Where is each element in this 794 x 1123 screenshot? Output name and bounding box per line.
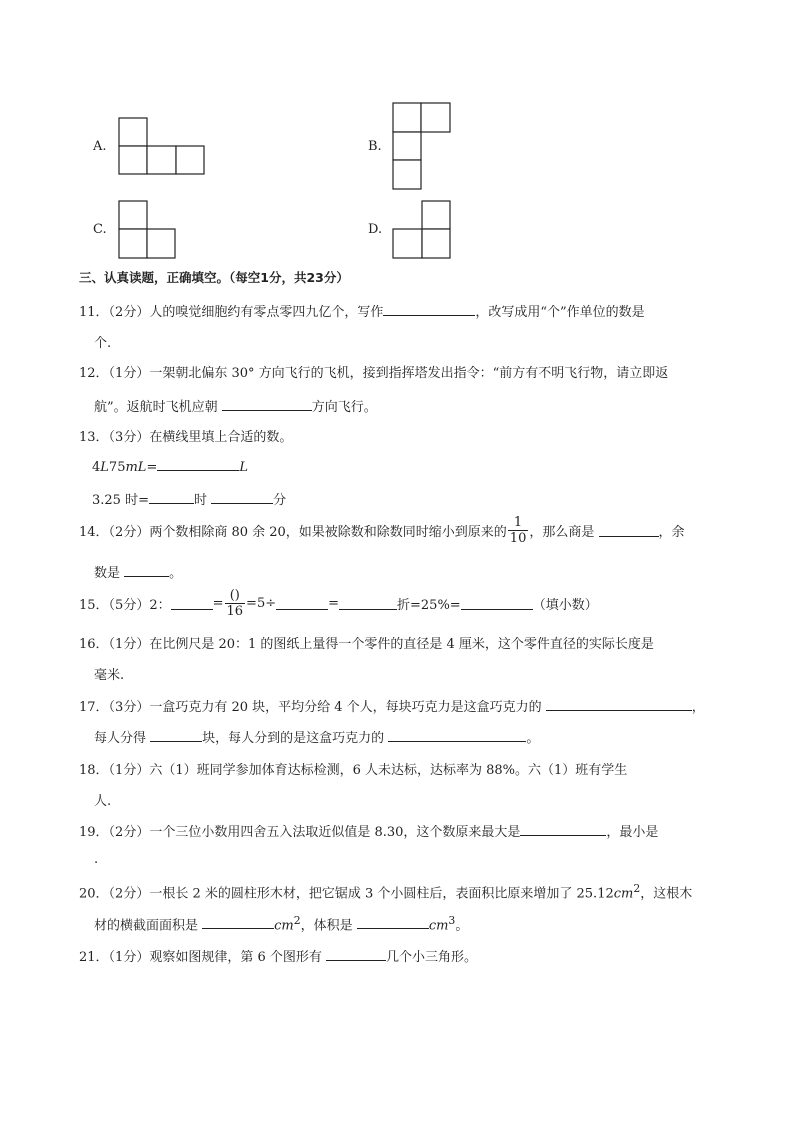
q17-lead: 17．（3分）一盒巧克力有 20 块，平均分给 4 个人，每块巧克力是这盒巧克力的 xyxy=(79,700,542,715)
q12-line2a: 航”。返航时飞机应朝 xyxy=(94,400,218,415)
q15-lead: 15．（5分）2： xyxy=(79,598,171,613)
q13-row2-minute: 分 xyxy=(273,493,287,508)
question-20-line1 xyxy=(79,882,692,901)
q15-frac-den: 16 xyxy=(226,604,244,619)
q15-eq1: = xyxy=(212,596,224,611)
question-17-line2 xyxy=(94,727,539,746)
q13-row2-hour: 时 xyxy=(193,493,207,508)
q21-blank[interactable] xyxy=(326,948,386,961)
q20-line2g: 。 xyxy=(455,918,469,934)
question-12-line1: 12．（1分）一架朝北偏东 30° 方向飞行的飞机，接到指挥塔发出指令：“前方有不明飞行物，请立即返 xyxy=(79,366,669,381)
q21-lead: 21．（1分）观察如图规律，第 6 个图形有 xyxy=(79,950,322,965)
q15-tail: （填小数） xyxy=(532,598,598,613)
q12-blank[interactable] xyxy=(222,398,312,411)
q14-frac-den: 10 xyxy=(509,531,527,546)
q20-line1a: 20．（2分）一根长 2 米的圆柱形木材，把它锯成 3 个小圆柱后，表面积比原来增加了 25.12 xyxy=(79,886,614,902)
option-d-label: D. xyxy=(368,222,383,237)
question-13-line1: 13．（3分）在横线里填上合适的数。 xyxy=(79,430,293,445)
q12-line2b: 方向飞行。 xyxy=(311,400,377,415)
q15-blank-2[interactable] xyxy=(276,597,328,610)
question-19-line1 xyxy=(79,821,658,840)
q14-lead: 14．（2分）两个数相除商 80 余 20，如果被除数和除数同时缩小到原来的 xyxy=(79,525,507,540)
q21-tail: 几个小三角形。 xyxy=(386,950,478,965)
q20-unit-cm2: cm xyxy=(274,918,294,934)
question-14-line1 xyxy=(79,515,685,546)
q19-lead: 19．（2分）一个三位小数用四舍五入法取近似值是 8.30，这个数原来最大是 xyxy=(79,825,521,840)
q14-tail: ，余 xyxy=(658,525,685,540)
q14-mid: ，那么商是 xyxy=(529,525,595,540)
q20-exp-3: 3 xyxy=(448,914,456,927)
q11-lead: 11．（2分）人的嗅觉细胞约有零点零四九亿个，写作 xyxy=(79,305,384,320)
q11-blank-1[interactable] xyxy=(383,303,475,316)
option-c-label: C. xyxy=(93,222,107,237)
option-b-figure xyxy=(392,102,452,190)
q20-unit-cm3: cm xyxy=(428,918,449,934)
q14-line2b: 。 xyxy=(169,566,183,581)
question-20-line2 xyxy=(94,914,468,933)
question-18-line2: 人. xyxy=(94,794,112,809)
q14-frac-num: 1 xyxy=(508,515,529,531)
q15-eq2: = xyxy=(328,596,340,611)
q13-row1 xyxy=(92,458,248,475)
option-d-figure xyxy=(392,200,452,260)
q11-line2: 个. xyxy=(94,336,112,351)
q13-blank-1[interactable] xyxy=(157,458,239,471)
option-a-figure xyxy=(118,117,206,175)
q13-row2 xyxy=(92,489,286,508)
q13-row1-number: 4 xyxy=(92,460,101,475)
q15-blank-4[interactable] xyxy=(461,597,533,610)
question-15 xyxy=(79,588,598,619)
q19-blank-1[interactable] xyxy=(520,823,606,836)
q20-line2d: ，体积是 xyxy=(300,918,353,934)
q17-line2b: 块，每人分到的是这盒巧克力的 xyxy=(202,731,385,746)
q13-row2-lead: 3.25 时= xyxy=(92,493,149,508)
q20-blank-1[interactable] xyxy=(202,916,274,929)
q14-fraction xyxy=(508,515,529,546)
q15-part2: =5÷ xyxy=(246,596,277,611)
question-12-line2 xyxy=(94,396,377,415)
option-a-label: A. xyxy=(93,139,107,154)
q13-row1-unit-ml: mL xyxy=(125,460,147,475)
q20-line2a: 材的横截面面积是 xyxy=(94,918,199,934)
q20-line1d: ，这根木 xyxy=(640,886,693,902)
question-11 xyxy=(79,301,645,320)
question-21 xyxy=(79,946,477,965)
question-19-line2: . xyxy=(94,852,99,867)
q17-blank-2[interactable] xyxy=(150,729,202,742)
q20-unit-cm: cm xyxy=(613,886,634,902)
q17-line2c: 。 xyxy=(526,731,540,746)
q13-row1-equals: = xyxy=(146,460,158,475)
question-18-line1: 18．（1分）六（1）班同学参加体育达标检测，6 人未达标，达标率为 88%。六（1）班有学生 xyxy=(79,763,628,778)
q15-fraction xyxy=(225,588,246,619)
q13-blank-2[interactable] xyxy=(149,491,194,504)
q14-blank-2[interactable] xyxy=(124,564,169,577)
option-b-label: B. xyxy=(368,139,382,154)
q14-blank-1[interactable] xyxy=(599,524,659,537)
section-title: 三、认真读题，正确填空。（每空1分，共23分） xyxy=(79,270,349,285)
q19-tail: ，最小是 xyxy=(606,825,659,840)
question-16-line1: 16．（1分）在比例尺是 20：1 的图纸上量得一个零件的直径是 4 厘米，这个零件直径的实际长度是 xyxy=(79,637,654,652)
q20-exp-2: 2 xyxy=(633,882,641,895)
q13-row1-number2: 75 xyxy=(108,460,126,475)
q15-frac-num: () xyxy=(225,588,246,604)
q13-row1-unit-l: L xyxy=(100,460,109,475)
option-c-figure xyxy=(118,200,178,260)
q17-blank-3[interactable] xyxy=(388,729,526,742)
q14-line2a: 数是 xyxy=(94,566,121,581)
q20-exp-2b: 2 xyxy=(293,914,301,927)
q13-row1-unit-l2: L xyxy=(239,460,248,475)
q20-blank-2[interactable] xyxy=(357,916,429,929)
q17-tail: ， xyxy=(691,700,705,715)
q15-blank-3[interactable] xyxy=(339,597,397,610)
question-14-line2 xyxy=(94,562,182,581)
question-17-line1 xyxy=(79,696,705,715)
q11-mid: ，改写成用“个”作单位的数是 xyxy=(475,305,645,320)
q15-blank-1[interactable] xyxy=(171,597,213,610)
q17-line2a: 每人分得 xyxy=(94,731,147,746)
question-16-line2: 毫米. xyxy=(94,668,125,683)
q15-part3: 折=25%= xyxy=(397,598,461,613)
q17-blank-1[interactable] xyxy=(546,698,692,711)
q13-blank-3[interactable] xyxy=(211,491,273,504)
